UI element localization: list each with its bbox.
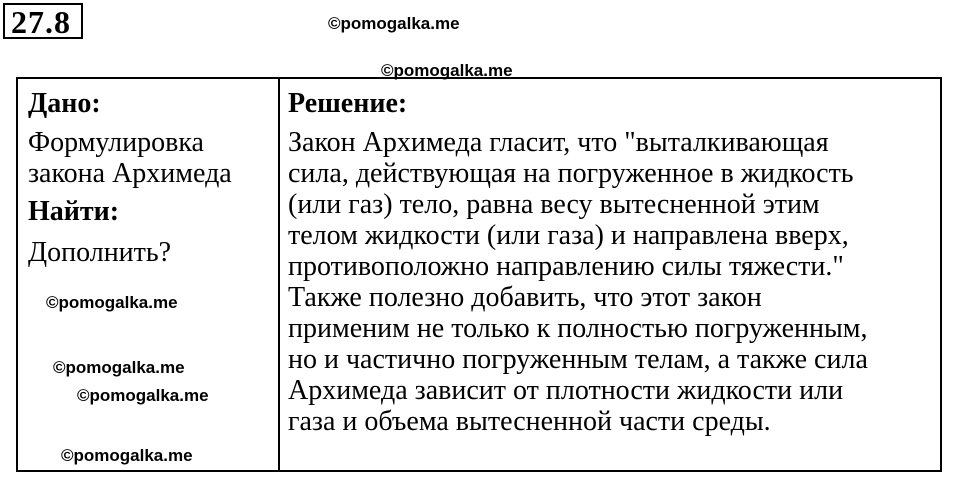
solution-line: Архимеда зависит от плотности жидкости или	[288, 375, 844, 406]
solution-line: (или газ) тело, равна весу вытесненной этим	[288, 189, 820, 220]
watermark: ©pomogalka.me	[328, 14, 460, 33]
solution-table	[16, 77, 942, 472]
solution-heading: Решение:	[288, 88, 408, 119]
given-line: Формулировка	[28, 127, 204, 158]
solution-line: Также полезно добавить, что этот закон	[288, 282, 762, 313]
given-column	[28, 87, 268, 268]
solution-line: противоположно направлению силы тяжести."	[288, 251, 844, 282]
watermark: ©pomogalka.me	[46, 293, 178, 312]
given-heading: Дано:	[28, 88, 101, 119]
given-text	[28, 127, 268, 189]
solution-line: но и частично погруженным телам, а также сила	[288, 344, 868, 375]
find-text: Дополнить?	[28, 237, 172, 268]
solution-line: телом жидкости (или газа) и направлена вверх,	[288, 220, 849, 251]
watermark: ©pomogalka.me	[53, 358, 185, 377]
solution-line: сила, действующая на погруженное в жидкость	[288, 158, 854, 189]
solution-line: применим не только к полностью погруженным,	[288, 313, 868, 344]
find-heading: Найти:	[28, 196, 120, 227]
watermark: ©pomogalka.me	[381, 61, 513, 80]
solution-line: Закон Архимеда гласит, что "выталкивающая	[288, 127, 829, 158]
given-line: закона Архимеда	[28, 158, 232, 189]
solution-body	[288, 127, 938, 437]
column-divider	[278, 79, 280, 470]
watermark: ©pomogalka.me	[77, 386, 209, 405]
solution-line: газа и объема вытесненной части среды.	[288, 406, 771, 437]
watermark: ©pomogalka.me	[61, 446, 193, 465]
problem-number: 27.8	[3, 3, 83, 39]
solution-column	[288, 87, 938, 437]
